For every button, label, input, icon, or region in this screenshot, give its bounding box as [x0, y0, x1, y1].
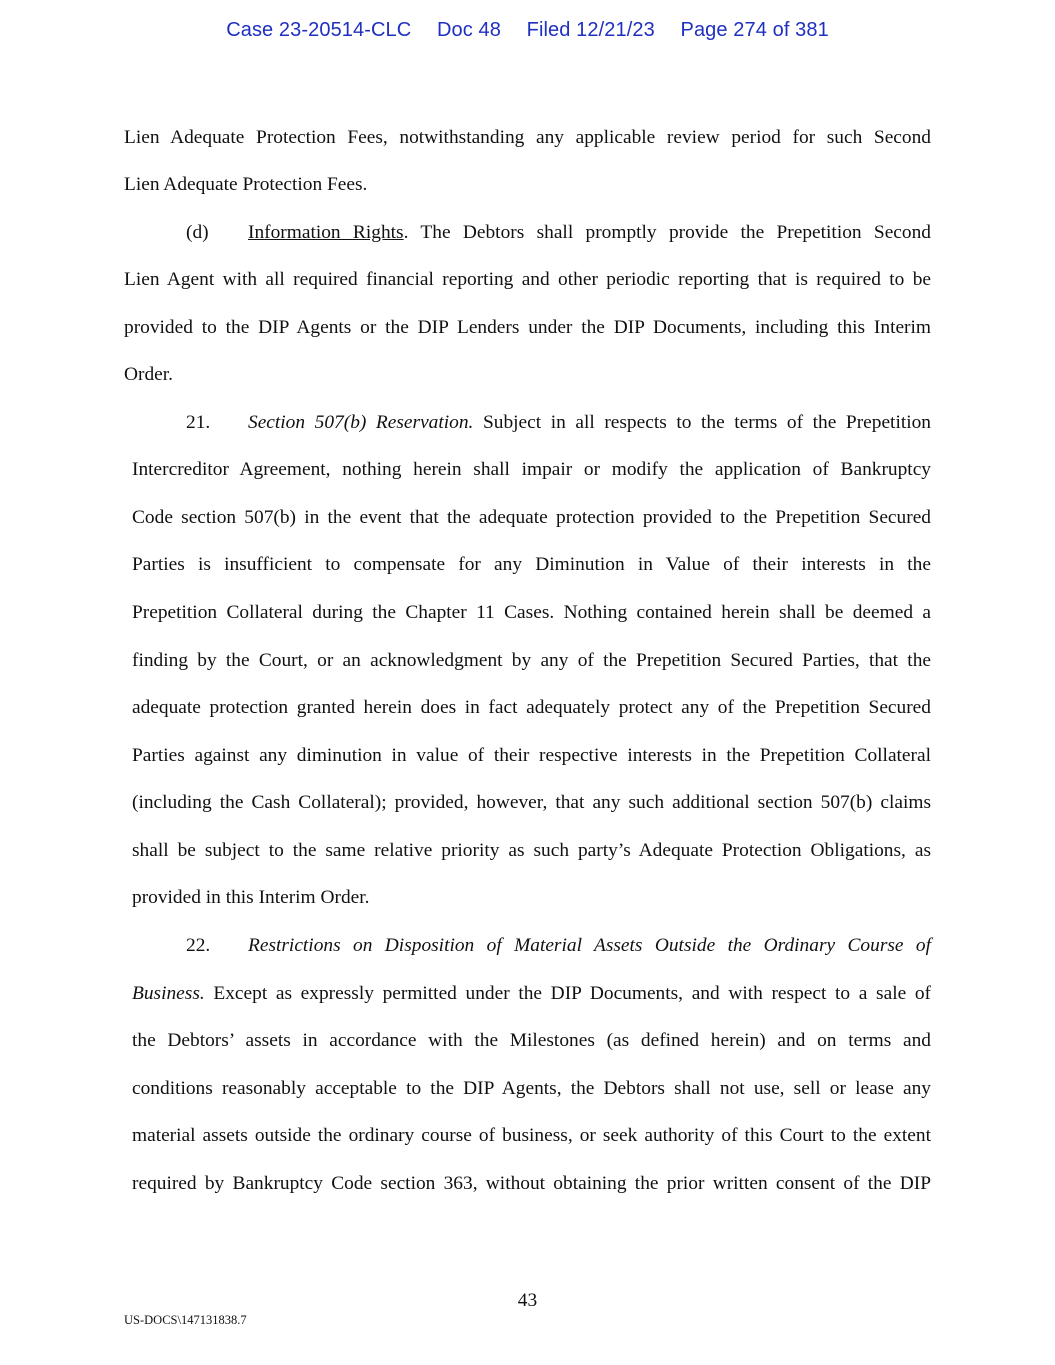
page-number: 43: [517, 1290, 538, 1311]
section-text: Subject in all respects to the terms of the Prepetition: [473, 412, 931, 433]
case-number: Case 23-20514-CLC: [226, 19, 412, 41]
case-header: [0, 19, 1055, 42]
body-line: material assets outside the ordinary course of business, or seek authority of this Court to the extent: [132, 1125, 931, 1146]
body-line: conditions reasonably acceptable to the DIP Agents, the Debtors shall not use, sell or lease any: [132, 1078, 931, 1099]
subsection-text: . The Debtors shall promptly provide the Prepetition Second: [403, 222, 931, 243]
body-line: provided in this Interim Order.: [132, 887, 370, 908]
doc-number: Doc 48: [437, 19, 501, 41]
body-line: Parties is insufficient to compensate for any Diminution in Value of their interests in the: [132, 554, 931, 575]
filed-date: Filed 12/21/23: [526, 19, 655, 41]
section-number: 21.: [186, 412, 211, 433]
section-text: Except as expressly permitted under the DIP Documents, and with respect to a sale of: [204, 983, 931, 1004]
section-heading: Section 507(b) Reservation.: [248, 412, 474, 433]
section-heading: Restrictions on Disposition of Material Assets Outside the Ordinary Course of: [248, 935, 931, 956]
subsection-heading: Information Rights: [248, 222, 404, 243]
body-line: Prepetition Collateral during the Chapter 11 Cases. Nothing contained herein shall be deemed a: [132, 602, 931, 623]
body-line: Order.: [124, 364, 173, 385]
section-line: [248, 411, 931, 435]
body-line: adequate protection granted herein does in fact adequately protect any of the Prepetition Secured: [132, 697, 931, 718]
page-count: Page 274 of 381: [680, 19, 829, 41]
body-line: Parties against any diminution in value of their respective interests in the Prepetition Collateral: [132, 745, 931, 766]
body-line: Lien Adequate Protection Fees.: [124, 174, 368, 195]
document-id: US-DOCS\147131838.7: [124, 1313, 247, 1327]
section-line: [132, 982, 931, 1006]
subsection-marker: (d): [186, 222, 209, 243]
body-line: Lien Agent with all required financial reporting and other periodic reporting that is required to be: [124, 269, 931, 290]
body-line: finding by the Court, or an acknowledgment by any of the Prepetition Secured Parties, that the: [132, 650, 931, 671]
body-line: shall be subject to the same relative priority as such party’s Adequate Protection Obligations, as: [132, 840, 931, 861]
subsection-line: [248, 221, 931, 245]
body-line: Code section 507(b) in the event that the adequate protection provided to the Prepetition Secured: [132, 507, 931, 528]
body-line: provided to the DIP Agents or the DIP Lenders under the DIP Documents, including this Interim: [124, 317, 931, 338]
body-line: (including the Cash Collateral); provided, however, that any such additional section 507(b) claims: [132, 792, 931, 813]
section-number: 22.: [186, 935, 211, 956]
section-heading-cont: Business.: [132, 983, 205, 1004]
body-line: required by Bankruptcy Code section 363, without obtaining the prior written consent of the DIP: [132, 1173, 931, 1194]
body-line: the Debtors’ assets in accordance with the Milestones (as defined herein) and on terms and: [132, 1030, 931, 1051]
body-line: Intercreditor Agreement, nothing herein shall impair or modify the application of Bankruptcy: [132, 459, 931, 480]
body-line: Lien Adequate Protection Fees, notwithstanding any applicable review period for such Second: [124, 127, 931, 148]
